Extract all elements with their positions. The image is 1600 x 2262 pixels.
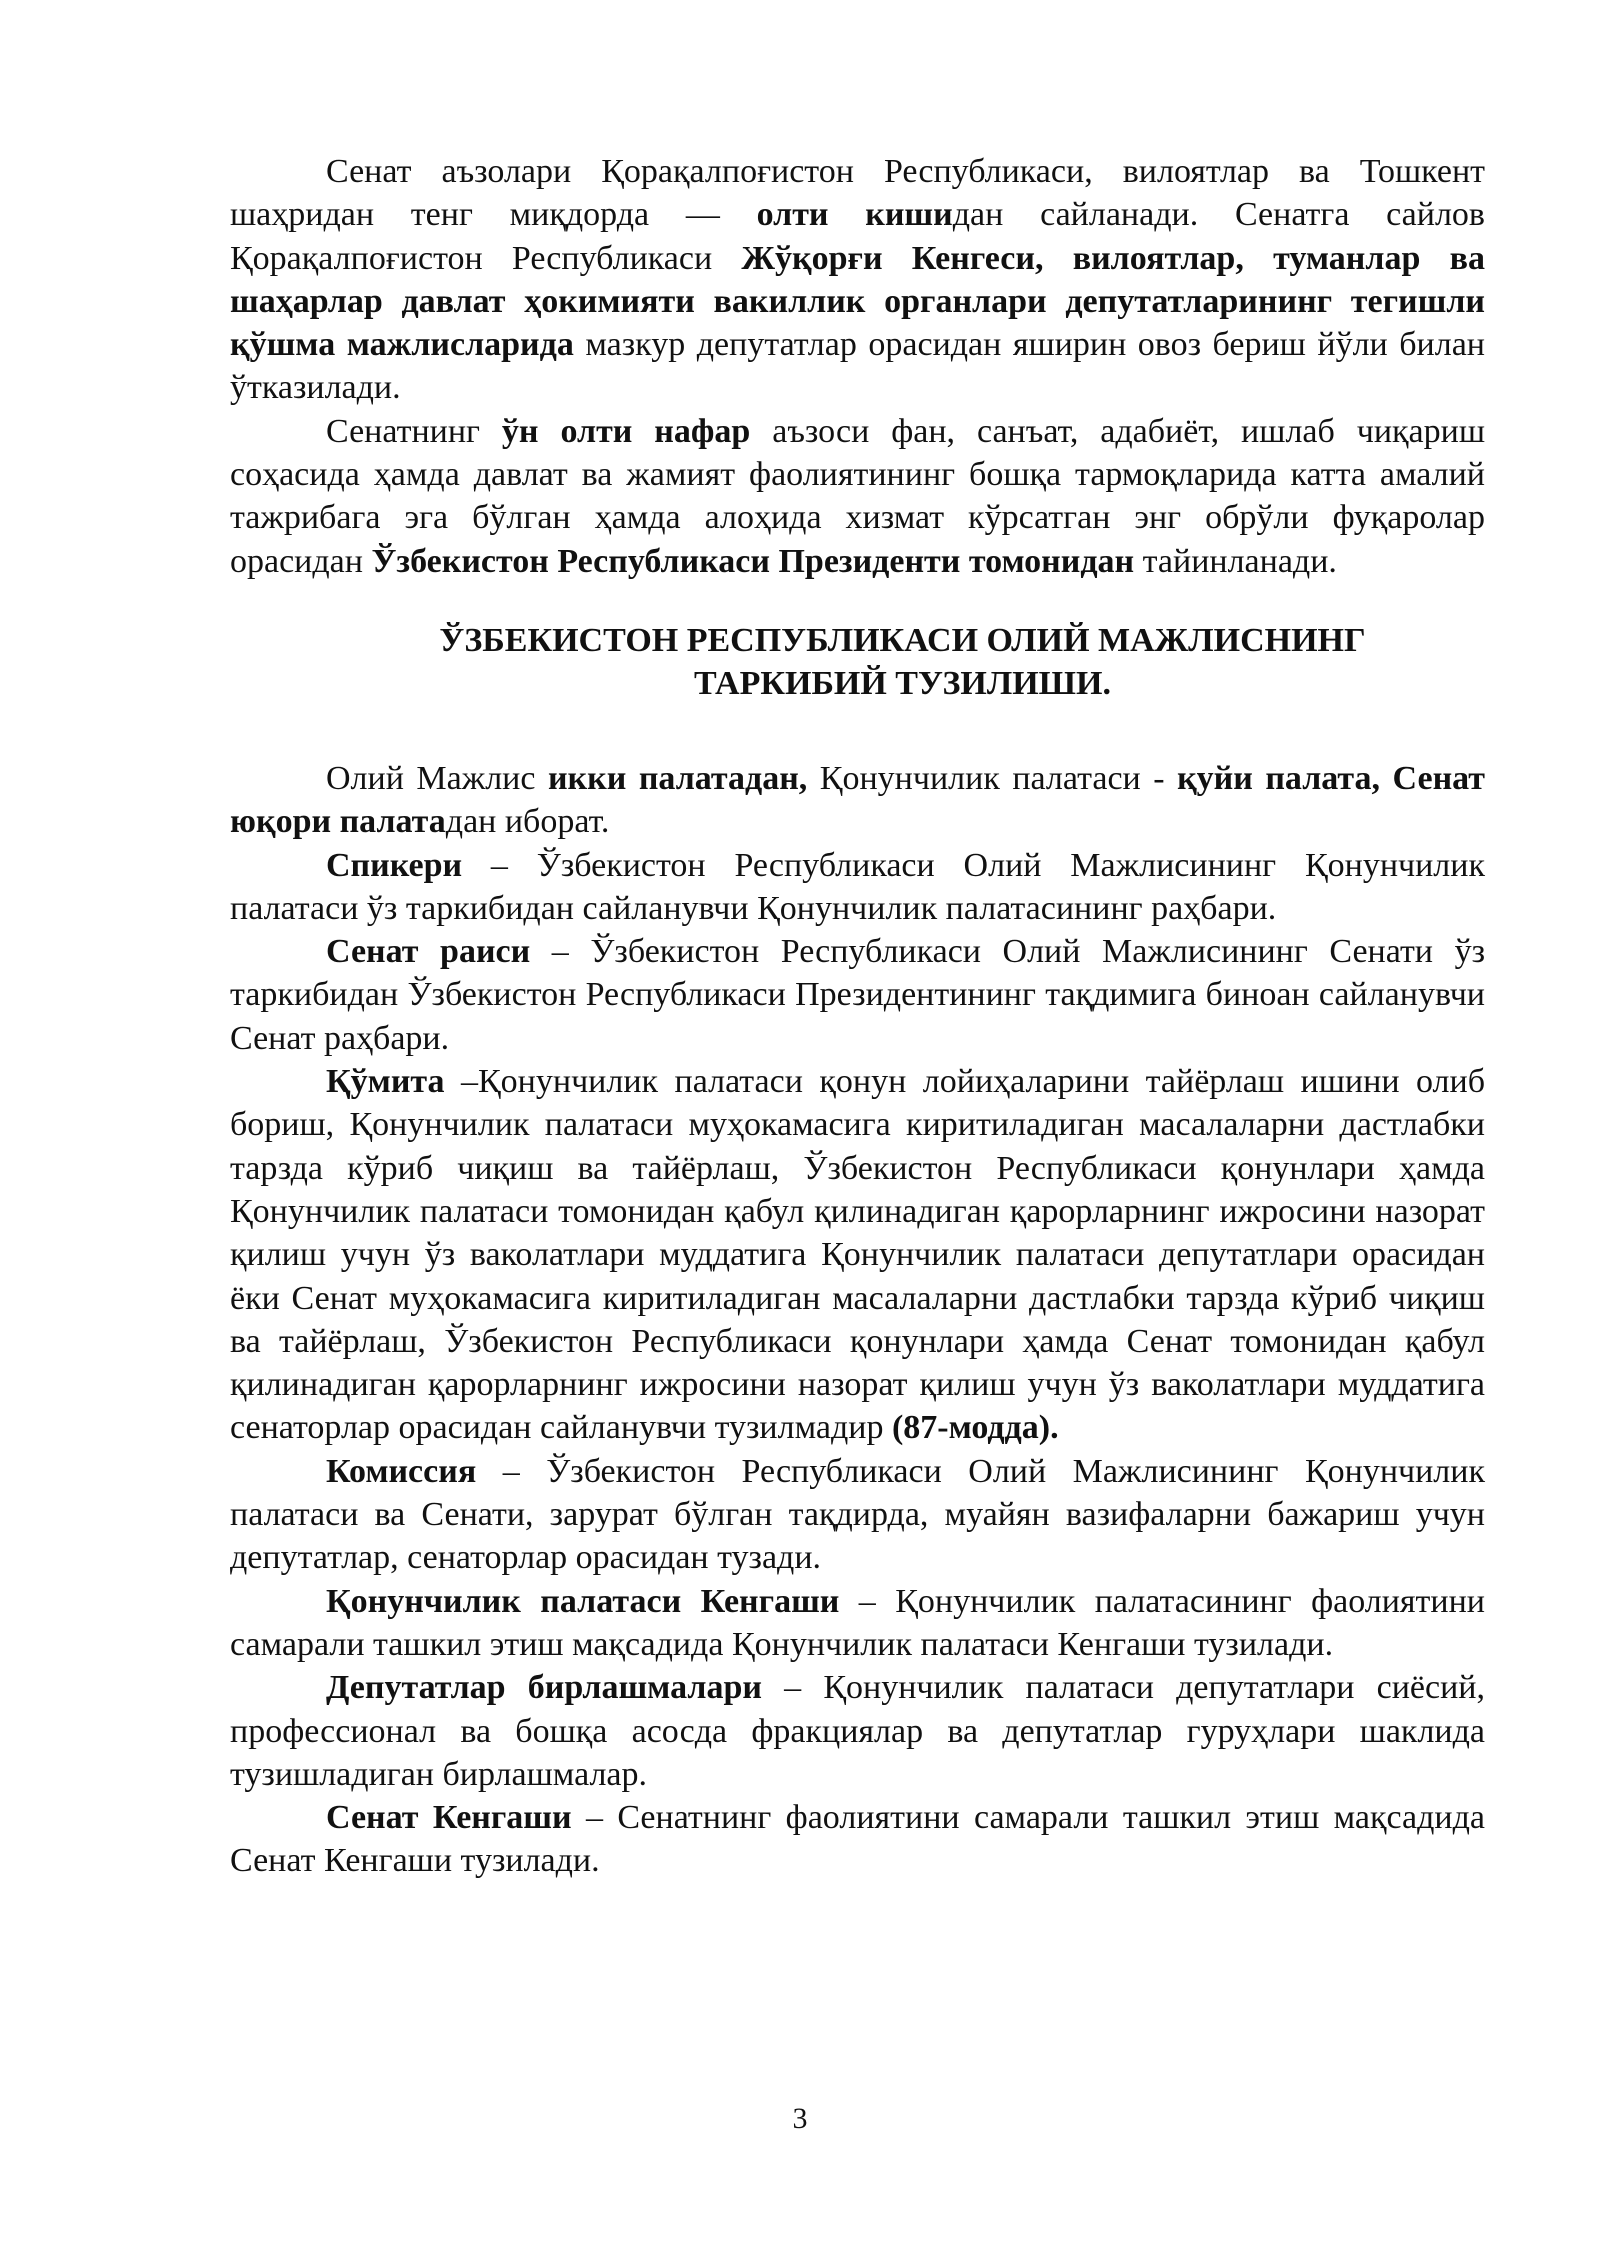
run: – Ўзбекистон Республикаси Олий Мажлисининг Қонунчилик палатаси ўз таркибидан сайланувчи Қонунчилик палатасининг раҳбари. bbox=[230, 846, 1485, 927]
paragraph-senate-council bbox=[230, 1796, 1485, 1883]
run: аъзоси фан, санъат, адабиёт, ишлаб чиқариш соҳасида ҳамда давлат ва жамият фаолиятининг бошқа тармоқларида катта амалий тажрибага эга бўлган ҳамда алоҳида хизмат кўрсатган энг обрўли фуқаролар орасидан bbox=[230, 412, 1486, 580]
run: дан сайланади. Сенатга сайлов Қорақалпоғистон Республикаси bbox=[230, 196, 1485, 277]
run-bold: Спикери bbox=[326, 846, 463, 884]
run-bold: Жўқорғи Кенгеси, вилоятлар, туманлар ва шаҳарлар давлат ҳокимияти вакиллик органлари депутатларининг тегишли қўшма мажлисларида bbox=[230, 239, 1485, 364]
run-bold: Комиссия bbox=[326, 1452, 477, 1490]
run: Қонунчилик палатаси - bbox=[807, 759, 1178, 797]
run-bold: Депутатлар бирлашмалари bbox=[326, 1669, 762, 1707]
run: – Қонунчилик палатасининг фаолиятини самарали ташкил этиш мақсадида Қонунчилик палатаси Кенгаши тузилади. bbox=[230, 1582, 1485, 1663]
run: – Қонунчилик палатаси депутатлари сиёсий, профессионал ва бошқа асосда фракциялар ва депутатлар гуруҳлари шаклида тузишладиган бирлашмалар. bbox=[230, 1669, 1485, 1793]
run: дан иборат. bbox=[445, 803, 610, 841]
run: мазкур депутатлар орасидан яширин овоз бериш йўли билан ўтказилади. bbox=[230, 326, 1485, 407]
page-number: 3 bbox=[792, 2102, 808, 2135]
paragraph-deputy-associations bbox=[230, 1666, 1485, 1796]
paragraphs-top bbox=[230, 150, 1485, 583]
run: Олий Мажлис bbox=[326, 759, 548, 797]
paragraphs-bottom bbox=[230, 757, 1485, 1883]
run-bold: олти киши bbox=[756, 196, 953, 234]
section-heading bbox=[230, 619, 1485, 705]
run: Сенат аъзолари Қорақалпоғистон Республикаси, вилоятлар ва Тошкент шаҳридан тенг миқдорда — bbox=[230, 153, 1485, 234]
heading-line-1: ЎЗБЕКИСТОН РЕСПУБЛИКАСИ ОЛИЙ МАЖЛИСНИНГ bbox=[439, 621, 1366, 659]
paragraph-senate-members bbox=[230, 150, 1485, 410]
run-bold: Сенат раиси bbox=[326, 933, 531, 971]
paragraph-commission bbox=[230, 1450, 1485, 1580]
paragraph-chambers bbox=[230, 757, 1485, 844]
paragraph-legislative-council bbox=[230, 1580, 1485, 1667]
heading-line-2: ТАРКИБИЙ ТУЗИЛИШИ. bbox=[694, 664, 1111, 702]
document-body bbox=[230, 150, 1485, 1883]
run-bold: Қўмита bbox=[326, 1063, 445, 1101]
run-bold: икки палатадан, bbox=[547, 759, 808, 797]
run-bold: Ўзбекистон Республикаси Президенти томонидан bbox=[371, 542, 1135, 580]
run: Сенатнинг bbox=[326, 412, 502, 450]
run-bold: ўн олти нафар bbox=[501, 412, 751, 450]
paragraph-committee bbox=[230, 1060, 1485, 1450]
run: –Қонунчилик палатаси қонун лойиҳаларини тайёрлаш ишини олиб бориш, Қонунчилик палатаси муҳокамасига киритиладиган масалаларни дастлабки тарзда кўриб чиқиш ва тайёрлаш, Ўзбекистон Республикаси қонунлари ҳамда Қонунчилик палатаси томонидан қабул қилинадиган қарорларнинг ижросини назорат қилиш учун ўз ваколатлари муддатига Қонунчилик палатаси депутатлари орасидан ёки Сенат муҳокамасига киритиладиган масалаларни дастлабки тарзда кўриб чиқиш ва тайёрлаш, Ўзбекистон Республикаси қонунлари ҳамда Сенат томонидан қабул қилинадиган қарорларнинг ижросини назорат қилиш учун ўз ваколатлари муддатига сенаторлар орасидан сайланувчи тузилмадир bbox=[230, 1063, 1485, 1447]
run-bold: Сенат Кенгаши bbox=[326, 1799, 572, 1837]
paragraph-appointed-senators bbox=[230, 410, 1485, 583]
run: – Сенатнинг фаолиятини самарали ташкил этиш мақсадида Сенат Кенгаши тузилади. bbox=[230, 1799, 1485, 1880]
run-bold: Қонунчилик палатаси Кенгаши bbox=[326, 1582, 840, 1620]
run-bold: қуйи палата, Сенат юқори палата bbox=[230, 759, 1485, 841]
run: – Ўзбекистон Республикаси Олий Мажлисининг Сенати ўз таркибидан Ўзбекистон Республикаси Президентининг тақдимига биноан сайланувчи Сенат раҳбари. bbox=[230, 933, 1485, 1057]
paragraph-senate-chairman bbox=[230, 930, 1485, 1060]
paragraph-speaker bbox=[230, 844, 1485, 931]
run: тайинланади. bbox=[1134, 542, 1337, 580]
run: – Ўзбекистон Республикаси Олий Мажлисининг Қонунчилик палатаси ва Сенати, зарурат бўлган тақдирда, муайян вазифаларни бажариш учун депутатлар, сенаторлар орасидан тузади. bbox=[230, 1452, 1485, 1577]
run-bold: (87-модда). bbox=[891, 1409, 1059, 1447]
